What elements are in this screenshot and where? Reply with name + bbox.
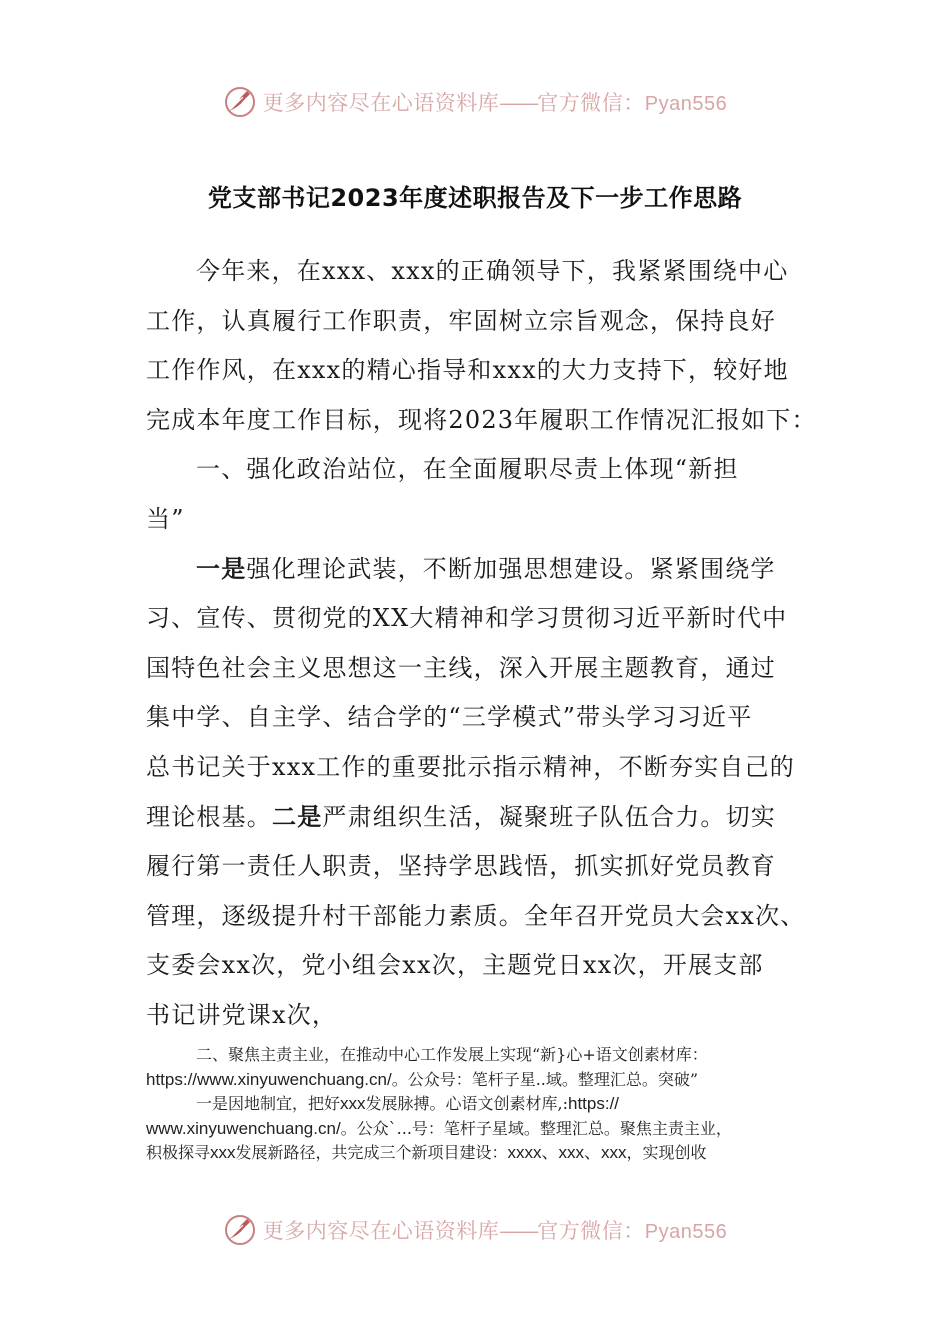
watermark-text: 更多内容尽在心语资料库——官方微信：Pyan556	[262, 1219, 728, 1243]
section-heading-line: 一、强化政治站位，在全面履职尽责上体现“新担	[196, 455, 739, 484]
source-link[interactable]: https://www.xinyuwenchuang.cn/	[146, 1069, 392, 1089]
document-body	[146, 247, 818, 1041]
watermark-banner-bottom	[0, 1210, 950, 1250]
small-line: 一是因地制宜，把好xxx发展脉搏。心语文创素材库,:https://	[196, 1094, 620, 1113]
small-text-block	[146, 1043, 818, 1166]
small-line: https://www.xinyuwenchuang.cn/。公众号：笔杆子星..域。整理汇总。突破”	[146, 1069, 699, 1089]
bold-lead: 一是	[196, 554, 247, 583]
bold-lead: 二是	[272, 802, 323, 831]
small-line: www.xinyuwenchuang.cn/。公众`...号：笔杆子星域。整理汇总。聚焦主责主业，	[146, 1118, 732, 1138]
intro-line: 工作作风，在xxx的精心指导和xxx的大力支持下，较好地	[146, 356, 789, 385]
intro-line: 完成本年度工作目标，现将2023年履职工作情况汇报如下：	[146, 405, 817, 434]
watermark-text: 更多内容尽在心语资料库——官方微信：Pyan556	[262, 91, 728, 115]
watermark-banner-top	[0, 82, 950, 122]
paragraph-line: 总书记关于xxx工作的重要批示指示精神，不断夯实自己的	[146, 752, 796, 781]
paragraph-line: 履行第一责任人职责，坚持学思践悟，抓实抓好党员教育	[146, 852, 776, 881]
small-line: 积极探寻xxx发展新路径，共完成三个新项目建设：xxxx、xxx、xxx，实现创收	[146, 1143, 707, 1162]
paragraph-line: 理论根基。二是严肃组织生活，凝聚班子队伍合力。切实	[146, 802, 777, 831]
paragraph-line: 国特色社会主义思想这一主线，深入开展主题教育，通过	[146, 653, 776, 682]
section-heading-line: 当”	[146, 504, 185, 533]
document-title: 党支部书记2023年度述职报告及下一步工作思路	[207, 184, 743, 212]
paragraph-line: 管理，逐级提升村干部能力素质。全年召开党员大会xx次、	[146, 901, 806, 930]
paragraph-line: 支委会xx次，党小组会xx次，主题党日xx次，开展支部	[146, 951, 764, 980]
paragraph-line: 一是强化理论武装，不断加强思想建设。紧紧围绕学	[196, 554, 776, 583]
paragraph-line: 集中学、自主学、结合学的“三学模式”带头学习习近平	[146, 703, 753, 732]
small-line: 二、聚焦主责主业，在推动中心工作发展上实现“新}心+语文创素材库：	[196, 1045, 708, 1064]
paragraph-line: 习、宣传、贯彻党的XX大精神和学习贯彻习近平新时代中	[146, 604, 788, 633]
source-link[interactable]: www.xinyuwenchuang.cn/	[146, 1118, 341, 1138]
intro-line: 工作，认真履行工作职责，牢固树立宗旨观念，保持良好	[146, 306, 776, 335]
source-link[interactable]: https://	[568, 1094, 620, 1113]
pen-logo-icon	[223, 85, 257, 119]
paragraph-line: 书记讲党课x次，	[146, 1000, 338, 1029]
pen-logo-icon	[223, 1213, 257, 1247]
intro-line: 今年来，在xxx、xxx的正确领导下，我紧紧围绕中心	[196, 257, 789, 285]
